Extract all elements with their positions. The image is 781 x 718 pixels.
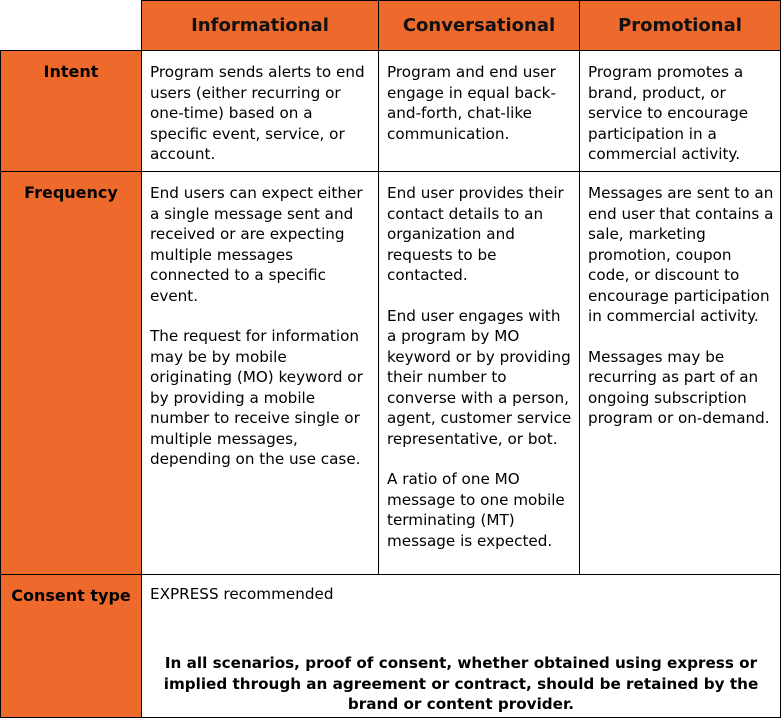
cell-text: Program promotes a brand, product, or service to encourage participation in a commercial activity. xyxy=(588,63,749,163)
cell-text: The request for information may be by mobile originating (MO) keyword or by providing a mobile number to receive single or multiple messages, depending on the use case. xyxy=(150,327,363,468)
row-header-consent-type: Consent type xyxy=(0,574,142,718)
column-header-promotional: Promotional xyxy=(579,0,781,51)
intent-informational-cell xyxy=(141,50,379,172)
consent-value: EXPRESS recommended xyxy=(150,585,334,603)
cell-text: Program sends alerts to end users (either recurring or one-time) based on a specific event, service, or account. xyxy=(150,63,365,163)
frequency-promotional-cell xyxy=(579,171,781,575)
cell-text: End user engages with a program by MO keyword or by providing their number to converse with a person, agent, customer service representative, or bot. xyxy=(387,306,572,448)
column-header-conversational: Conversational xyxy=(378,0,580,51)
cell-text: End users can expect either a single message sent and received or are expecting multiple messages connected to a specific event. xyxy=(150,184,363,305)
intent-promotional-cell xyxy=(579,50,781,172)
row-header-frequency: Frequency xyxy=(0,171,142,575)
cell-text: Messages are sent to an end user that contains a sale, marketing promotion, coupon code, or discount to encourage participation in commercial activity. xyxy=(588,184,774,325)
frequency-informational-cell xyxy=(141,171,379,575)
cell-text: A ratio of one MO message to one mobile terminating (MT) message is expected. xyxy=(387,470,565,550)
consent-cell xyxy=(141,574,781,718)
cell-text: Messages may be recurring as part of an ongoing subscription program or on-demand. xyxy=(588,347,770,427)
cell-text: End user provides their contact details to an organization and requests to be contacted. xyxy=(387,184,564,284)
row-header-intent: Intent xyxy=(0,50,142,172)
column-header-informational: Informational xyxy=(141,0,379,51)
frequency-conversational-cell xyxy=(378,171,580,575)
intent-conversational-cell xyxy=(378,50,580,172)
cell-text: Program and end user engage in equal back-and-forth, chat-like communication. xyxy=(387,63,556,143)
consent-note: In all scenarios, proof of consent, whether obtained using express or implied through an agreement or contract, should be retained by the brand or content provider. xyxy=(163,654,759,713)
